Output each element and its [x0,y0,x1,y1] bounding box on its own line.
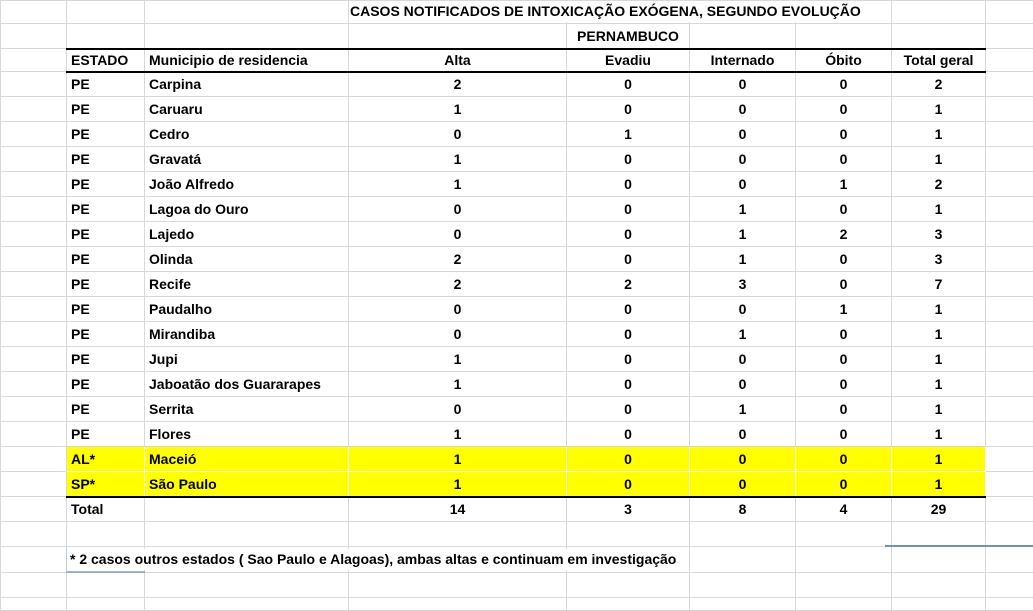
cell-total-total[interactable]: 29 [892,497,986,522]
cell-empty[interactable] [796,573,892,598]
cell-empty[interactable] [67,522,145,547]
cell-total[interactable]: 1 [892,422,986,447]
cell-empty[interactable] [892,598,986,611]
cell-empty[interactable] [567,598,690,611]
cell-alta[interactable]: 2 [349,272,567,297]
cell-total[interactable]: 1 [892,122,986,147]
cell-empty[interactable] [796,547,892,573]
cell-estado[interactable]: PE [67,297,145,322]
cell-estado[interactable]: PE [67,97,145,122]
cell-internado[interactable]: 0 [690,172,796,197]
cell-internado[interactable]: 0 [690,447,796,472]
cell-municipio[interactable]: Recife [145,272,349,297]
cell-empty[interactable] [986,447,1033,472]
cell-empty[interactable] [796,598,892,611]
sheet-row [1,372,1033,397]
cell-empty[interactable] [1,472,67,497]
column-header-evadiu[interactable]: Evadiu [567,49,690,72]
cell-estado[interactable]: PE [67,222,145,247]
cell-evadiu[interactable]: 0 [567,447,690,472]
column-header-alta[interactable]: Alta [349,49,567,72]
cell-total[interactable]: 1 [892,447,986,472]
cell-total[interactable]: 7 [892,272,986,297]
cell-empty[interactable] [986,522,1033,547]
sheet-row [1,172,1033,197]
cell-empty[interactable] [986,122,1033,147]
cell-municipio[interactable]: Caruaru [145,97,349,122]
footnote-text[interactable]: * 2 casos outros estados ( Sao Paulo e Alagoas), ambas altas e continuam em investigação [69,549,679,570]
sheet-title[interactable]: CASOS NOTIFICADOS DE INTOXICAÇÃO EXÓGENA, SEGUNDO EVOLUÇÃO [349,1,864,22]
cell-total[interactable]: 1 [892,147,986,172]
cell-empty[interactable] [892,522,986,547]
cell-total[interactable]: 1 [892,197,986,222]
cell-internado[interactable]: 1 [690,397,796,422]
cell-empty[interactable] [1,1,67,24]
cell-evadiu[interactable]: 0 [567,397,690,422]
cell-municipio[interactable]: Mirandiba [145,322,349,347]
cell-empty[interactable] [796,522,892,547]
cell-empty[interactable] [1,272,67,297]
sheet-row [1,497,1033,522]
cell-evadiu[interactable]: 0 [567,347,690,372]
cell-alta[interactable]: 1 [349,447,567,472]
cell-estado[interactable]: PE [67,322,145,347]
cell-empty[interactable] [892,573,986,598]
sheet-row [1,397,1033,422]
cell-empty[interactable] [892,1,986,24]
cell-total-obito[interactable]: 4 [796,497,892,522]
cell-total[interactable]: 1 [892,297,986,322]
cell-empty[interactable] [986,422,1033,447]
sheet-row [1,24,1033,49]
cell-empty[interactable] [67,598,145,611]
cell-empty[interactable] [986,397,1033,422]
cell-estado[interactable]: AL* [67,447,145,472]
cell-total[interactable]: 1 [892,397,986,422]
cell-obito[interactable]: 0 [796,197,892,222]
cell-alta[interactable]: 1 [349,372,567,397]
cell-total[interactable]: 1 [892,372,986,397]
column-header-internado[interactable]: Internado [690,49,796,72]
cell-obito[interactable]: 0 [796,147,892,172]
cell-empty[interactable] [986,598,1033,611]
cell-empty[interactable] [986,497,1033,522]
cell-empty[interactable] [986,72,1033,97]
cell-total[interactable]: 1 [892,472,986,497]
cell-empty[interactable] [1,347,67,372]
cell-empty[interactable] [986,172,1033,197]
column-header-estado[interactable]: ESTADO [67,49,145,72]
cell-empty[interactable] [349,598,567,611]
cell-internado[interactable]: 0 [690,472,796,497]
cell-empty[interactable] [690,547,796,573]
cell-internado[interactable]: 0 [690,72,796,97]
cell-empty[interactable] [1,49,67,72]
sheet-row [1,197,1033,222]
cell-municipio[interactable]: São Paulo [145,472,349,497]
cell-empty[interactable] [986,222,1033,247]
cell-empty[interactable] [67,1,145,24]
cell-empty[interactable] [1,322,67,347]
cell-empty[interactable] [1,497,67,522]
cell-municipio[interactable]: Jaboatão dos Guararapes [145,372,349,397]
cell-estado[interactable]: SP* [67,472,145,497]
cell-evadiu[interactable]: 2 [567,272,690,297]
cell-empty[interactable] [67,24,145,49]
cell-alta[interactable]: 0 [349,322,567,347]
cell-estado[interactable]: PE [67,197,145,222]
sheet-row [1,573,1033,598]
cell-total-alta[interactable]: 14 [349,497,567,522]
cell-empty[interactable] [1,147,67,172]
cell-obito[interactable]: 0 [796,97,892,122]
cell-obito[interactable]: 1 [796,297,892,322]
cell-alta[interactable]: 0 [349,397,567,422]
cell-empty[interactable] [986,49,1033,72]
cell-total-internado[interactable]: 8 [690,497,796,522]
cell-empty[interactable] [145,598,349,611]
cell-empty[interactable] [1,297,67,322]
cell-total[interactable]: 1 [892,347,986,372]
cell-empty[interactable] [1,24,67,49]
cell-alta[interactable]: 1 [349,97,567,122]
cell-internado[interactable]: 3 [690,272,796,297]
column-header-municipio[interactable]: Municipio de residencia [145,49,349,72]
cell-obito[interactable]: 0 [796,422,892,447]
cell-internado[interactable]: 1 [690,222,796,247]
sheet-row [1,297,1033,322]
cell-internado[interactable]: 0 [690,97,796,122]
cell-empty[interactable] [145,24,349,49]
cell-empty[interactable] [690,598,796,611]
cell-internado[interactable]: 1 [690,247,796,272]
cell-obito[interactable]: 0 [796,447,892,472]
cell-obito[interactable]: 0 [796,72,892,97]
cell-estado[interactable]: PE [67,422,145,447]
cell-empty[interactable] [690,522,796,547]
cell-subtitle[interactable]: PERNAMBUCO [567,24,690,49]
cell-alta[interactable]: 1 [349,172,567,197]
sheet-row [1,522,1033,547]
cell-empty[interactable] [986,472,1033,497]
cell-total[interactable]: 2 [892,72,986,97]
cell-empty[interactable] [986,297,1033,322]
sheet-row [1,72,1033,97]
sheet-row [1,447,1033,472]
cell-obito[interactable]: 0 [796,372,892,397]
cell-evadiu[interactable]: 0 [567,222,690,247]
cell-evadiu[interactable]: 0 [567,172,690,197]
cell-total-label[interactable]: Total [67,497,145,522]
cell-internado[interactable]: 1 [690,197,796,222]
cell-empty[interactable] [349,24,567,49]
cell-empty[interactable] [1,422,67,447]
sheet-row [1,247,1033,272]
cell-obito[interactable]: 0 [796,397,892,422]
cell-empty[interactable] [1,197,67,222]
cell-empty[interactable] [986,1,1033,24]
cell-obito[interactable]: 0 [796,347,892,372]
cell-empty[interactable] [690,24,796,49]
cell-empty[interactable] [567,573,690,598]
cell-empty[interactable] [986,573,1033,598]
cell-alta[interactable]: 0 [349,197,567,222]
cell-obito[interactable]: 0 [796,322,892,347]
sheet-row [1,147,1033,172]
cell-alta[interactable]: 0 [349,222,567,247]
cell-empty[interactable] [1,247,67,272]
cell-obito[interactable]: 0 [796,472,892,497]
sheet-row [1,322,1033,347]
cell-internado[interactable]: 0 [690,372,796,397]
cell-empty[interactable] [986,547,1033,573]
sheet-row [1,422,1033,447]
cell-total-empty[interactable] [145,497,349,522]
cell-empty[interactable] [145,522,349,547]
cell-estado[interactable]: PE [67,72,145,97]
cell-estado[interactable]: PE [67,147,145,172]
cell-municipio[interactable]: Cedro [145,122,349,147]
cell-municipio[interactable]: Flores [145,422,349,447]
cell-municipio[interactable]: Lagoa do Ouro [145,197,349,222]
cell-municipio[interactable]: Olinda [145,247,349,272]
cell-estado[interactable]: PE [67,372,145,397]
cell-empty[interactable] [986,322,1033,347]
cell-estado[interactable]: PE [67,122,145,147]
cell-obito[interactable]: 2 [796,222,892,247]
cell-empty[interactable] [1,97,67,122]
cell-total[interactable]: 1 [892,322,986,347]
cell-empty[interactable] [1,372,67,397]
cell-municipio[interactable]: Carpina [145,72,349,97]
sheet-row [1,97,1033,122]
cell-municipio[interactable]: Jupi [145,347,349,372]
cell-empty[interactable] [1,598,67,611]
sheet-row [1,598,1033,611]
cell-empty[interactable] [986,147,1033,172]
cell-empty[interactable] [67,573,145,598]
cell-alta[interactable]: 1 [349,422,567,447]
cell-estado[interactable]: PE [67,172,145,197]
sheet-row [1,222,1033,247]
cell-empty[interactable] [986,347,1033,372]
cell-empty[interactable] [892,547,986,573]
cell-empty[interactable] [1,547,67,573]
cell-total[interactable]: 3 [892,247,986,272]
cell-empty[interactable] [796,24,892,49]
cell-evadiu[interactable]: 0 [567,372,690,397]
sheet-row [1,49,1033,72]
column-header-total[interactable]: Total geral [892,49,986,72]
cell-empty[interactable] [892,24,986,49]
sheet-row [1,472,1033,497]
cell-estado[interactable]: PE [67,247,145,272]
cell-alta[interactable]: 1 [349,472,567,497]
cell-municipio[interactable]: João Alfredo [145,172,349,197]
cell-empty[interactable] [1,573,67,598]
cell-empty[interactable] [1,447,67,472]
cell-empty[interactable] [986,24,1033,49]
cell-total[interactable]: 1 [892,97,986,122]
cell-municipio[interactable]: Serrita [145,397,349,422]
cell-alta[interactable]: 0 [349,122,567,147]
cell-empty[interactable] [986,372,1033,397]
cell-obito[interactable]: 1 [796,172,892,197]
cell-empty[interactable] [1,172,67,197]
cell-alta[interactable]: 1 [349,147,567,172]
cell-internado[interactable]: 0 [690,297,796,322]
cell-empty[interactable] [986,197,1033,222]
cell-empty[interactable] [145,573,349,598]
cell-empty[interactable] [690,573,796,598]
cell-empty[interactable] [567,522,690,547]
cell-alta[interactable]: 2 [349,72,567,97]
cell-evadiu[interactable]: 0 [567,472,690,497]
cell-evadiu[interactable]: 0 [567,247,690,272]
cell-empty[interactable] [1,222,67,247]
cell-alta[interactable]: 0 [349,297,567,322]
cell-empty[interactable] [986,97,1033,122]
cell-obito[interactable]: 0 [796,247,892,272]
cell-evadiu[interactable]: 0 [567,422,690,447]
cell-evadiu[interactable]: 0 [567,72,690,97]
cell-evadiu[interactable]: 0 [567,147,690,172]
cell-empty[interactable] [986,272,1033,297]
cell-municipio[interactable]: Gravatá [145,147,349,172]
cell-obito[interactable]: 0 [796,122,892,147]
cell-empty[interactable] [349,522,567,547]
cell-evadiu[interactable]: 0 [567,197,690,222]
cell-estado[interactable]: PE [67,347,145,372]
cell-alta[interactable]: 1 [349,347,567,372]
cell-empty[interactable] [349,573,567,598]
cell-municipio[interactable]: Maceió [145,447,349,472]
cell-empty[interactable] [1,522,67,547]
cell-obito[interactable]: 0 [796,272,892,297]
cell-evadiu[interactable]: 0 [567,322,690,347]
cell-estado[interactable]: PE [67,272,145,297]
cell-municipio[interactable]: Paudalho [145,297,349,322]
cell-internado[interactable]: 0 [690,347,796,372]
cell-internado[interactable]: 0 [690,422,796,447]
cell-total[interactable]: 3 [892,222,986,247]
sheet-row [1,122,1033,147]
sheet-row [1,347,1033,372]
cell-estado[interactable]: PE [67,397,145,422]
cell-evadiu[interactable]: 0 [567,297,690,322]
cell-total[interactable]: 2 [892,172,986,197]
cell-alta[interactable]: 2 [349,247,567,272]
cell-total-evadiu[interactable]: 3 [567,497,690,522]
cell-internado[interactable]: 0 [690,147,796,172]
cell-internado[interactable]: 0 [690,122,796,147]
cell-municipio[interactable]: Lajedo [145,222,349,247]
cell-internado[interactable]: 1 [690,322,796,347]
cell-evadiu[interactable]: 1 [567,122,690,147]
sheet-row [1,272,1033,297]
cell-empty[interactable] [1,72,67,97]
cell-evadiu[interactable]: 0 [567,97,690,122]
cell-empty[interactable] [986,247,1033,272]
cell-empty[interactable] [145,1,349,24]
cell-empty[interactable] [1,122,67,147]
cell-empty[interactable] [1,397,67,422]
column-header-obito[interactable]: Óbito [796,49,892,72]
